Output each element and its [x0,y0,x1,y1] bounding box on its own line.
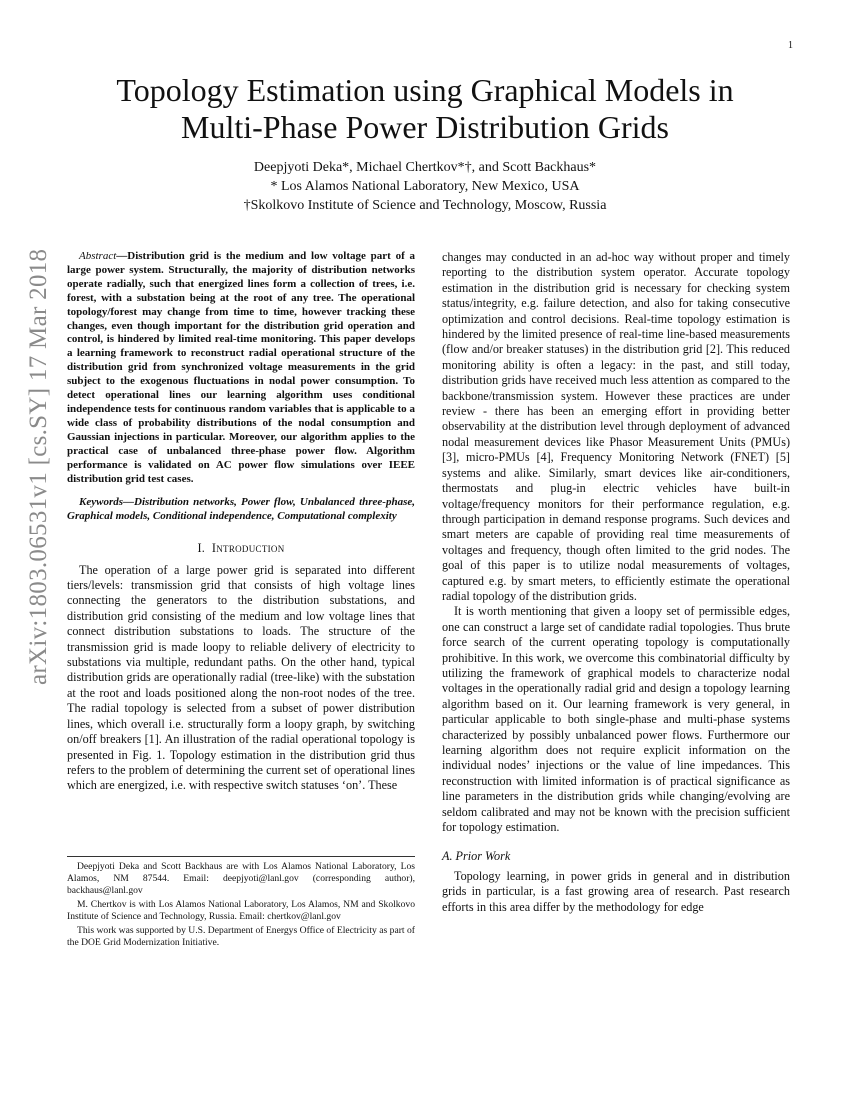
footnote-2: M. Chertkov is with Los Alamos National Laboratory, Los Alamos, NM and Skolkovo Institute of Science and Technology, Russia. Email: chertkov@lanl.gov [67,899,415,922]
author-names: Deepjyoti Deka*, Michael Chertkov*†, and Scott Backhaus* [253,160,597,175]
footnote-1: Deepjyoti Deka and Scott Backhaus are with Los Alamos National Laboratory, Los Alamos, NM 87544. Email: deepjyoti@lanl.gov (corresponding author), backhaus@lanl.gov [67,861,415,896]
title-line-1: Topology Estimation using Graphical Models in [116,72,734,108]
footnotes [67,856,415,951]
arxiv-stamp: arXiv:1803.06531v1 [cs.SY] 17 Mar 2018 [25,248,52,685]
right-paragraph-3: Topology learning, in power grids in general and in distribution grids in particular, is a fast growing area of research. Past research efforts in this area differ by the methodology for edge [442,868,790,914]
right-paragraph-1: changes may conducted in an ad-hoc way without proper and timely reporting to the distribution system operator. Accurate topology estimation in the distribution grid is necessary for checking system status/integrity, e.g. failure detection, and also for taking consecutive optimization and control decisions. Real-time topology estimation is hindered by the limited presence of real-time line-based measurements (flow and/or breaker statuses) in the distribution grid [2]. This reduced monitoring ability is often a legacy: in the past, and still today, distribution grids have received much less attention as compared to the backbone/transmission system. However these practices are under review - there has been an emerging effort in providing better observability at the distribution level through deployment of advanced nodal measurement devices like Phasor Measurement Units (PMUs) [3], micro-PMUs [4], Frequency Monitoring Network (FNET) [5] systems and alike. Similarly, smart devices like air-conditioners, thermostats and plug-in electric vehicles have built-in voltage/frequency monitors for their performance regulation, e.g. through participation in demand response programs. Such devices and smart meters are capable of providing real time measurements of voltages and frequency, though often limited to the grid nodes. The goal of this paper is to utilize nodal measurements of voltages, captured e.g. by smart meters, to efficiently estimate the operational radial topology of the distribution grids. [442,250,790,603]
affiliation-skoltech: †Skolkovo Institute of Science and Technology, Moscow, Russia [243,198,607,213]
affiliation-lanl: * Los Alamos National Laboratory, New Mexico, USA [270,179,580,194]
subsection-heading-prior-work: A. Prior Work [442,849,511,864]
section-title: Introduction [211,541,285,556]
page-number: 1 [788,40,793,51]
intro-paragraph-1: The operation of a large power grid is separated into different tiers/levels: transmission grid that consists of high voltage lines connecting the generators to the distribution substations, and distribution grid consisting of the medium and low voltage lines that connect distribution substations to loads. The structure of the transmission grid is made loopy to reliable delivery of electricity to substations via multiple, redundant paths. On the other hand, typical distribution grids are operationally radial (tree-like) with the substation at the root and loads positioned along the non-root nodes of the tree. The radial topology is selected from a subset of power distribution lines, which overall i.e. structurally form a loopy graph, by switching on/off breakers [1]. An illustration of the radial operational topology is presented in Fig. 1. Topology estimation in the distribution grid thus refers to the problem of determining the current set of operational lines which are energized, i.e. with respective switch statuses ‘on’. These [67,562,415,793]
footnote-3: This work was supported by U.S. Department of Energys Office of Electricity as part of the DOE Grid Modernization Initiative. [67,925,415,948]
abstract [67,250,415,486]
left-column [67,250,415,794]
abstract-text: —Distribution grid is the medium and low voltage part of a large power system. Structurally, the majority of distribution networks operate radially, such that energized lines form a collection of trees, i.e. forest, with a substation being at the root of any tree. The operational topology/forest may change from time to time, however tracking these changes, even though important for the distribution grid operation and control, is hindered by limited real-time monitoring. This paper develops a learning framework to reconstruct radial operational structure of the distribution grid from synchronized voltage measurements in the grid subject to the exogenous fluctuations in nodal power consumption. To detect operational lines our learning algorithm uses conditional independence tests for continuous random variables that is applicable to a wide class of probability distributions of the nodal consumption and Gaussian injections in particular. Moreover, our algorithm applies to the practical case of unbalanced three-phase power flow. Algorithm performance is validated on AC power flow simulations over IEEE distribution grid test cases. [67,250,415,485]
title-line-2: Multi-Phase Power Distribution Grids [181,109,669,145]
section-number: I. [197,541,206,556]
right-column [442,250,790,915]
paper-title [60,72,790,146]
abstract-label: Abstract [79,250,117,262]
section-heading-introduction [67,541,415,556]
author-block [60,158,790,215]
right-paragraph-2: It is worth mentioning that given a loopy set of permissible edges, one can construct a large set of candidate radial topologies. Thus brute force search of the current operating topology is computationally prohibitive. In this work, we overcome this combinatorial difficulty by utilizing the framework of graphical models to characterize nodal voltages in the operationally radial grid and design a topology learning algorithm based on it. Our learning framework is very general, in particular applicable to both single-phase and multi-phase systems characterized by possibly unbalanced power flows. Furthermore our learning algorithm does not require explicit information on the individual nodes’ injections or the value of line impedances. This reconstruction with limited information is of practical significance as line parameters in the distribution grids while changing/evolving are seldom calibrated and may not be known with the precision sufficient for topology estimation. [442,604,790,835]
keywords: Keywords—Distribution networks, Power flow, Unbalanced three-phase, Graphical models, Conditional independence, Computational complexity [67,496,415,523]
